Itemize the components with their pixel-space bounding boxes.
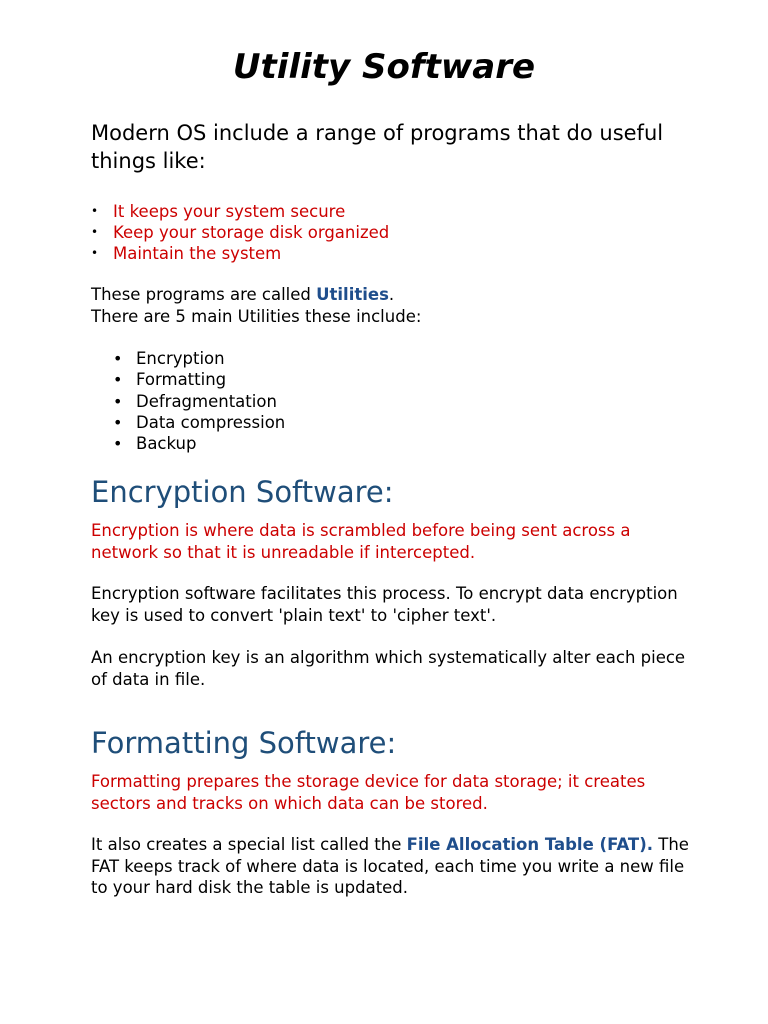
bullet-icon: • [91, 204, 99, 218]
encryption-paragraph-1: Encryption software facilitates this process. To encrypt data encryption key is used to convert 'plain text' to 'cipher text'. [91, 584, 678, 625]
list-item-text: Backup [136, 434, 197, 454]
list-item [113, 412, 285, 433]
bullet-icon: • [113, 434, 123, 454]
utilities-count-line: There are 5 main Utilities these include: [91, 306, 422, 326]
page-title: Utility Software [232, 47, 536, 87]
list-item [113, 369, 285, 390]
list-item-text: Encryption [136, 349, 225, 368]
fat-prefix: It also creates a special list called the [91, 835, 407, 854]
list-item-text: Defragmentation [136, 391, 277, 411]
encryption-definition: Encryption is where data is scrambled before being sent across a network so that it is unreadable if intercepted. [91, 521, 631, 562]
feature-list [91, 201, 389, 264]
list-item [113, 391, 285, 412]
list-item [91, 201, 389, 222]
utilities-list [113, 348, 285, 454]
formatting-heading: Formatting Software: [91, 726, 397, 760]
bullet-icon: • [113, 349, 123, 368]
bullet-icon: • [113, 412, 123, 432]
fat-highlight: File Allocation Table (FAT). [406, 835, 653, 854]
list-item [91, 243, 389, 264]
list-item-text: Data compression [136, 412, 286, 432]
bullet-icon: • [91, 246, 99, 260]
intro-paragraph: Modern OS include a range of programs that do useful things like: [91, 121, 664, 173]
encryption-paragraph-2: An encryption key is an algorithm which systematically alter each piece of data in file. [91, 648, 686, 689]
list-item-text: Formatting [136, 370, 227, 390]
utilities-highlight: Utilities [316, 285, 389, 304]
list-item-text: It keeps your system secure [113, 202, 346, 221]
list-item [113, 348, 285, 369]
list-item-text: Keep your storage disk organized [113, 223, 390, 242]
utilities-paragraph [91, 284, 691, 327]
fat-paragraph [91, 834, 691, 899]
list-item-text: Maintain the system [113, 244, 282, 263]
fat-suffix: The FAT keeps track of where data is located, each time you write a new file to your hard disk the table is updated. [91, 835, 689, 897]
list-item [113, 433, 285, 454]
utilities-suffix: . [388, 285, 395, 304]
formatting-definition: Formatting prepares the storage device for data storage; it creates sectors and tracks on which data can be stored. [91, 772, 646, 813]
encryption-heading: Encryption Software: [91, 475, 394, 509]
utilities-prefix: These programs are called [91, 285, 317, 304]
bullet-icon: • [113, 370, 123, 390]
bullet-icon: • [113, 391, 123, 411]
list-item [91, 222, 389, 243]
bullet-icon: • [91, 225, 99, 239]
